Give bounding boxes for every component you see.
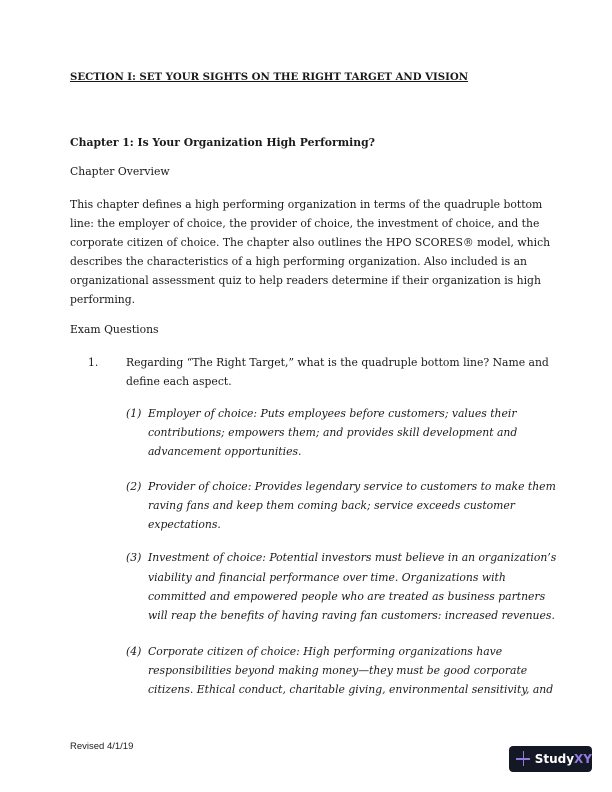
logo-text: Study bbox=[534, 752, 575, 766]
answer-line: expectations. bbox=[148, 518, 221, 531]
overview-line: organizational assessment quiz to help readers determine if their organization is high bbox=[70, 274, 541, 287]
exam-label: Exam Questions bbox=[70, 323, 159, 336]
section-heading: SECTION I: SET YOUR SIGHTS ON THE RIGHT TARGET AND VISION bbox=[70, 71, 469, 83]
answer-line: advancement opportunities. bbox=[148, 445, 302, 458]
overview-line: corporate citizen of choice. The chapter also outlines the HPO SCORES® model, which bbox=[70, 236, 551, 249]
answer-line: committed and empowered people who are treated as business partners bbox=[148, 590, 546, 603]
answer-line: raving fans and keep them coming back; service exceeds customer bbox=[148, 499, 515, 512]
answer-number: (3) bbox=[126, 551, 142, 564]
question-line: define each aspect. bbox=[126, 375, 232, 388]
studyxy-logo[interactable] bbox=[509, 746, 592, 772]
answer-line: viability and financial performance over time. Organizations with bbox=[148, 571, 506, 584]
footer-revised: Revised 4/1/19 bbox=[70, 741, 134, 752]
chapter-heading: Chapter 1: Is Your Organization High Performing? bbox=[70, 136, 375, 149]
plus-icon bbox=[513, 746, 535, 772]
overview-line: line: the employer of choice, the provider of choice, the investment of choice, and the bbox=[70, 217, 540, 230]
answer-line: Investment of choice: Potential investors must believe in an organization’s bbox=[148, 551, 557, 564]
overview-label: Chapter Overview bbox=[70, 165, 170, 178]
overview-line: This chapter defines a high performing organization in terms of the quadruple bottom bbox=[70, 198, 543, 211]
answer-number: (2) bbox=[126, 480, 142, 493]
answer-line: Corporate citizen of choice: High performing organizations have bbox=[148, 645, 503, 658]
question-number: 1. bbox=[88, 356, 99, 369]
answer-number: (1) bbox=[126, 407, 142, 420]
overview-line: describes the characteristics of a high performing organization. Also included is an bbox=[70, 255, 527, 268]
answer-number: (4) bbox=[126, 645, 142, 658]
answer-line: Employer of choice: Puts employees before customers; values their bbox=[148, 407, 517, 420]
answer-line: responsibilities beyond making money—they must be good corporate bbox=[148, 664, 528, 677]
answer-line: contributions; empowers them; and provides skill development and bbox=[148, 426, 518, 439]
answer-line: Provider of choice: Provides legendary service to customers to make them bbox=[148, 480, 556, 493]
answer-line: citizens. Ethical conduct, charitable giving, environmental sensitivity, and bbox=[148, 683, 554, 696]
question-line: Regarding “The Right Target,” what is the quadruple bottom line? Name and bbox=[126, 356, 549, 369]
overview-line: performing. bbox=[70, 293, 136, 306]
logo-text-accent: XY bbox=[574, 752, 592, 766]
answer-line: will reap the benefits of having raving fan customers: increased revenues. bbox=[148, 609, 555, 622]
